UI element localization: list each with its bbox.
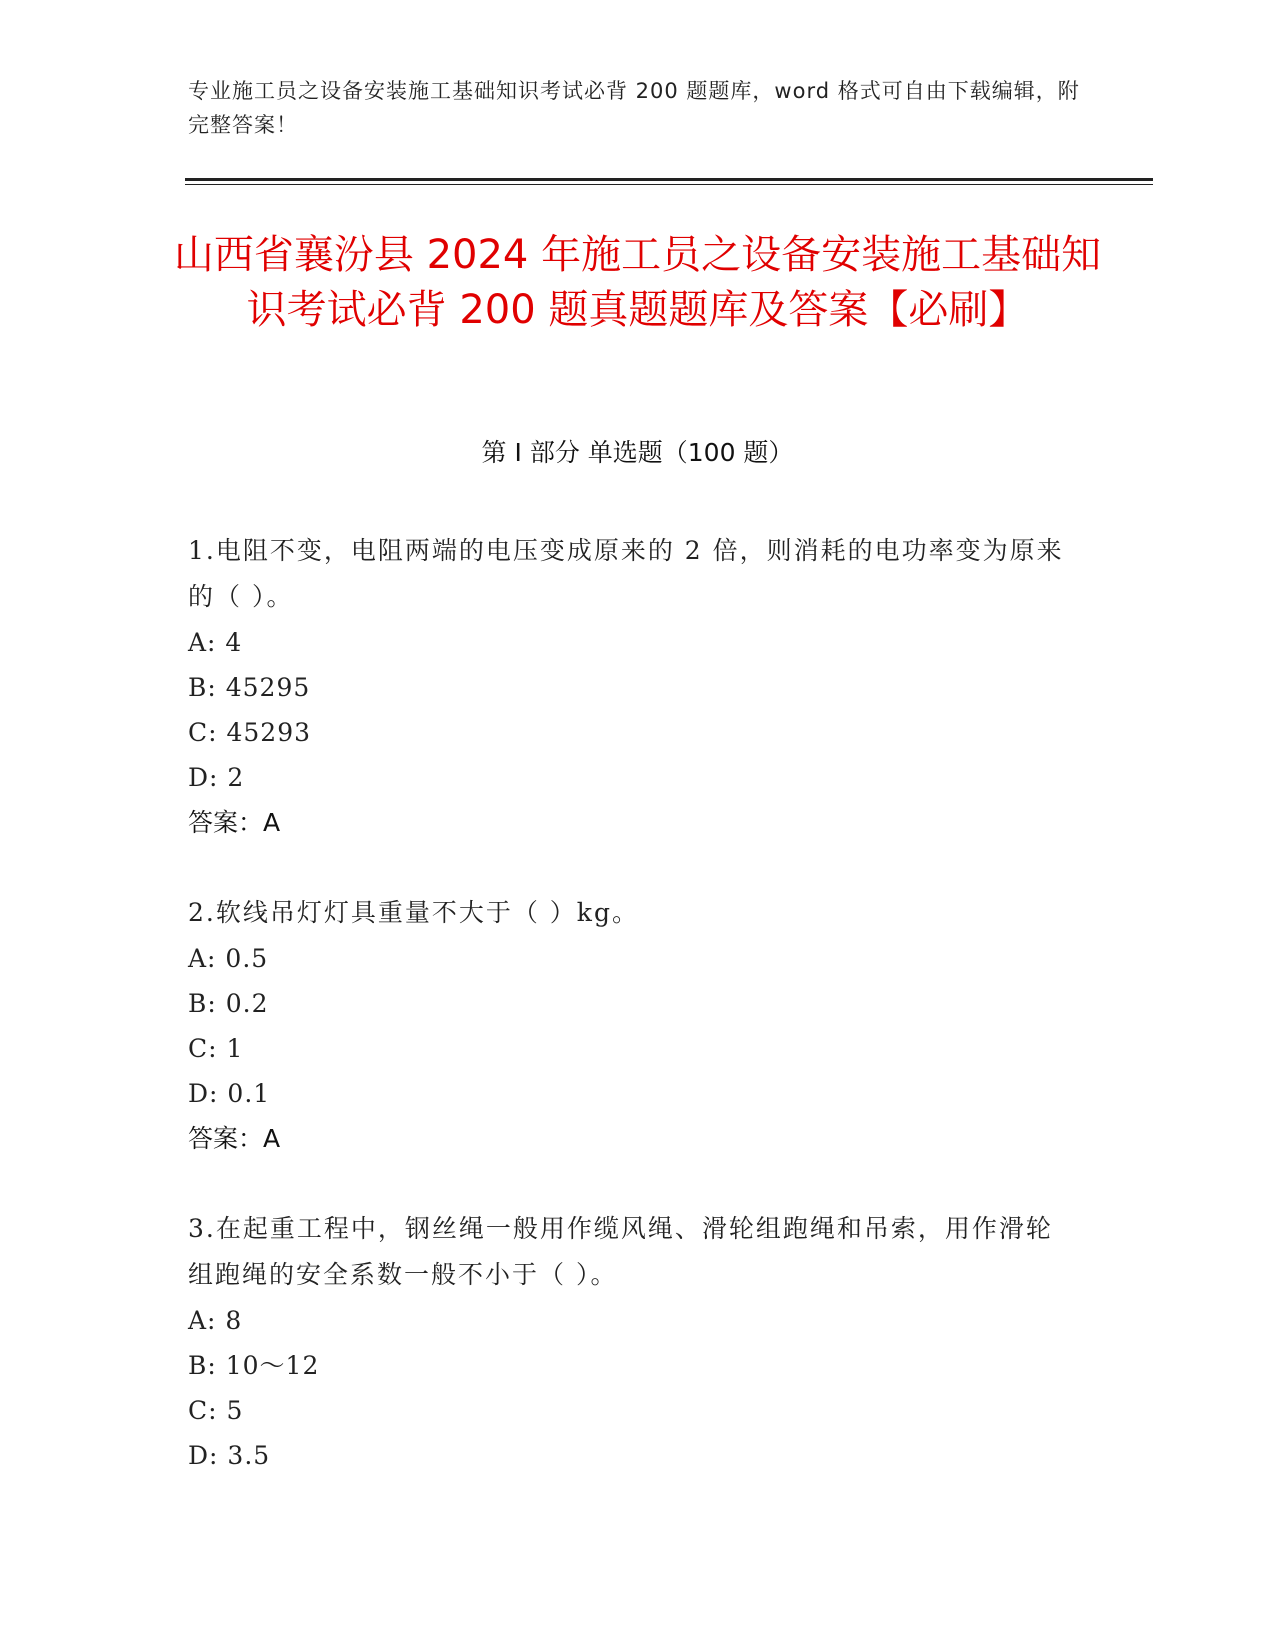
option-b: B: 10～12 — [188, 1351, 320, 1380]
option-d: D: 2 — [188, 763, 245, 792]
question-1 — [188, 528, 1078, 846]
document-title: 山西省襄汾县 2024 年施工员之设备安装施工基础知识考试必背 200 题真题题库及答案【必刷】 — [173, 232, 1102, 333]
header-divider-thick — [185, 178, 1153, 181]
option-a: A: 0.5 — [188, 944, 269, 973]
option-b: B: 0.2 — [188, 989, 269, 1018]
question-3 — [188, 1206, 1078, 1478]
answer: 答案：A — [188, 808, 281, 837]
option-a: A: 8 — [188, 1306, 243, 1335]
question-stem: 2.软线吊灯灯具重量不大于（ ）kg。 — [188, 898, 639, 927]
question-stem: 1.电阻不变，电阻两端的电压变成原来的 2 倍，则消耗的电功率变为原来的（ ）。 — [188, 536, 1064, 611]
question-2 — [188, 890, 1078, 1162]
question-list — [188, 528, 1078, 1522]
option-a: A: 4 — [188, 628, 243, 657]
question-stem: 3.在起重工程中，钢丝绳一般用作缆风绳、滑轮组跑绳和吊索，用作滑轮组跑绳的安全系数一般不小于（ ）。 — [188, 1214, 1053, 1289]
answer: 答案：A — [188, 1124, 281, 1153]
option-c: C: 1 — [188, 1034, 244, 1063]
option-d: D: 3.5 — [188, 1441, 271, 1470]
section-title: 第 I 部分 单选题（100 题） — [481, 438, 794, 467]
header-divider-thin — [185, 184, 1153, 185]
option-b: B: 45295 — [188, 673, 311, 702]
option-c: C: 5 — [188, 1396, 244, 1425]
option-c: C: 45293 — [188, 718, 312, 747]
header-note: 专业施工员之设备安装施工基础知识考试必背 200 题题库，word 格式可自由下载编辑，附完整答案！ — [188, 79, 1080, 137]
option-d: D: 0.1 — [188, 1079, 271, 1108]
